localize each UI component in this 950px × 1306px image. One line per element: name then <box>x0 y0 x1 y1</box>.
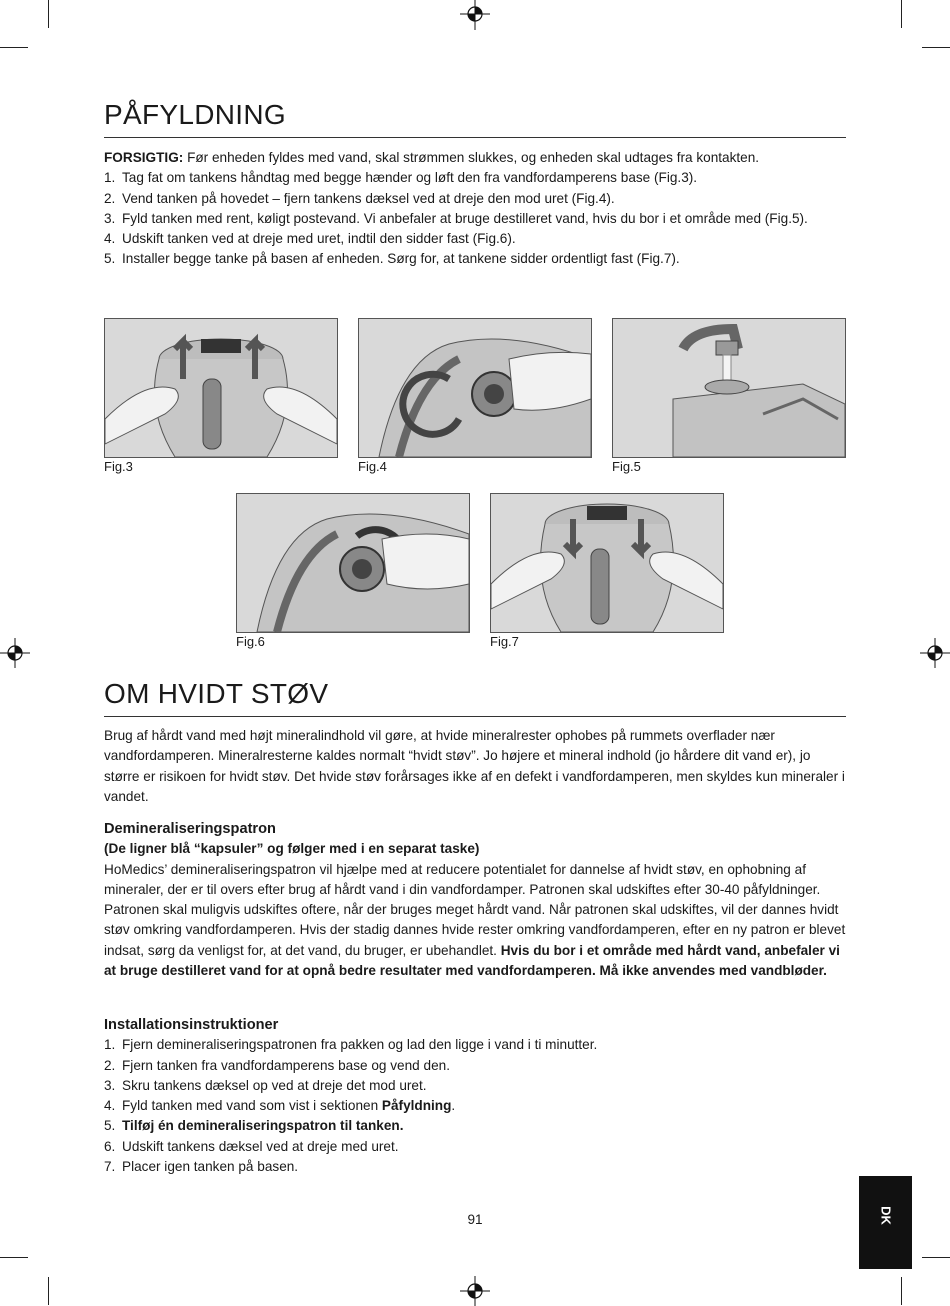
step-text: Tag fat om tankens håndtag med begge hænder og løft den fra vandfordamperens base (Fig.3). <box>122 170 698 186</box>
step-text: Placer igen tanken på basen. <box>122 1159 299 1175</box>
figure-3-lift-tank <box>104 318 338 458</box>
section-title-pafyldning: PÅFYLDNING <box>104 99 286 130</box>
step-text-bold: Påfyldning <box>381 1098 452 1114</box>
step-text-part: . <box>451 1098 456 1114</box>
figure-5-caption: Fig.5 <box>612 459 641 474</box>
install-heading: Installationsinstruktioner <box>104 1017 279 1033</box>
crop-mark <box>901 1277 902 1305</box>
list-item <box>104 249 849 269</box>
figure-7-install-tank <box>490 493 724 633</box>
step-number: 2. <box>104 1057 116 1073</box>
crop-mark <box>901 0 902 28</box>
figure-5-fill-tank <box>612 318 846 458</box>
filling-steps <box>104 168 849 269</box>
cartridge-section <box>104 819 849 981</box>
white-dust-intro: Brug af hårdt vand med højt mineralindhold vil gøre, at hvide mineralrester ophobes på rummets overflader nær vandfordamperen. Mineralresterne kaldes normalt “hvidt støv”. Jo højere et mineral indhold (jo hårdere dit vand er), jo større er risikoen for hvidt støv. Det hvide støv forårsages ikke af en defekt i vandfordamperen, men skyldes kun mineraler i vandet. <box>104 728 845 804</box>
registration-mark-icon <box>920 638 950 668</box>
crop-mark <box>922 1257 950 1258</box>
step-number: 1. <box>104 1037 116 1053</box>
step-text: Fyld tanken med rent, køligt postevand. Vi anbefaler at bruge destilleret vand, hvis du bor i et område med (Fig.5). <box>122 210 808 226</box>
figure-6-caption: Fig.6 <box>236 634 265 649</box>
step-text: Udskift tankens dæksel ved at dreje med uret. <box>122 1138 399 1154</box>
step-number: 4. <box>104 1098 116 1114</box>
crop-mark <box>922 47 950 48</box>
list-item <box>104 1096 849 1116</box>
step-number: 4. <box>104 231 116 247</box>
crop-mark <box>48 1277 49 1305</box>
list-item <box>104 1137 849 1157</box>
step-text: Skru tankens dæksel op ved at dreje det mod uret. <box>122 1077 427 1093</box>
language-tab-label: DK <box>878 1206 894 1225</box>
step-number: 5. <box>104 1118 116 1134</box>
figure-4-caption: Fig.4 <box>358 459 387 474</box>
install-section <box>104 1015 849 1177</box>
step-number: 3. <box>104 1077 116 1093</box>
language-tab <box>859 1176 912 1269</box>
step-number: 7. <box>104 1159 116 1175</box>
crop-mark <box>0 47 28 48</box>
figure-7-caption: Fig.7 <box>490 634 519 649</box>
step-text-part: Fyld tanken med vand som vist i sektionen <box>122 1098 382 1114</box>
step-number: 6. <box>104 1138 116 1154</box>
title-divider <box>104 716 846 717</box>
figure-3-caption: Fig.3 <box>104 459 133 474</box>
list-item <box>104 1157 849 1177</box>
cartridge-note: (De ligner blå “kapsuler” og følger med i en separat taske) <box>104 841 480 857</box>
registration-mark-icon <box>460 0 490 30</box>
page-number: 91 <box>467 1212 483 1227</box>
list-item <box>104 189 849 209</box>
filling-instructions <box>104 148 849 270</box>
list-item <box>104 1116 849 1136</box>
warning-text: Før enheden fyldes med vand, skal strømmen slukkes, og enheden skal udtages fra kontakten. <box>183 150 760 165</box>
title-divider <box>104 137 846 138</box>
cartridge-warning: Hvis du bor i et område med hårdt vand, anbefaler vi at bruge destilleret vand for at opnå bedre resultater med vandfordamperen. Må ikke anvendes med vandbløder. <box>104 942 840 979</box>
step-text: Udskift tanken ved at dreje med uret, indtil den sidder fast (Fig.6). <box>122 231 516 247</box>
cartridge-paragraph <box>104 860 849 982</box>
step-text <box>122 1116 849 1136</box>
crop-mark <box>48 0 49 28</box>
step-number: 3. <box>104 210 116 226</box>
step-text: Installer begge tanke på basen af enheden. Sørg for, at tankene sidder ordentligt fast (Fig.7). <box>122 251 680 267</box>
registration-mark-icon <box>460 1276 490 1306</box>
list-item <box>104 1056 849 1076</box>
registration-mark-icon <box>0 638 30 668</box>
figure-4-remove-cap <box>358 318 592 458</box>
step-text: Fjern demineraliseringspatronen fra pakken og lad den ligge i vand i ti minutter. <box>122 1037 598 1053</box>
list-item <box>104 1076 849 1096</box>
cartridge-heading: Demineraliseringspatron <box>104 821 276 837</box>
list-item <box>104 229 849 249</box>
figure-6-replace-cap <box>236 493 470 633</box>
list-item <box>104 209 849 229</box>
step-text-bold: Tilføj én demineraliseringspatron til tanken. <box>122 1118 404 1134</box>
step-number: 1. <box>104 170 116 186</box>
section-title-white-dust: OM HVIDT STØV <box>104 678 329 709</box>
step-text: Vend tanken på hovedet – fjern tankens dæksel ved at dreje den mod uret (Fig.4). <box>122 190 615 206</box>
warning-line <box>104 148 849 168</box>
crop-mark <box>0 1257 28 1258</box>
cartridge-text: HoMedics’ demineraliseringspatron vil hjælpe med at reducere potentialet for dannelse af hvidt støv, en ophobning af mineraler, der er til overs efter brug af hårdt vand i din vandfordamper. Patronen skal udskiftes efter 30-40 påfyldninger. Patronen skal muligvis udskiftes oftere, når der bruges meget hårdt vand. Når patronen skal udskiftes, vil der dannes hvidt støv omkring vandfordamperen. Hvis der stadig dannes hvide rester omkring vandfordamperen, efter en ny patron er blevet indsat, sørg da venligst for, at det vand, du bruger, er ubehandlet. <box>104 861 846 958</box>
list-item <box>104 168 849 188</box>
warning-label: FORSIGTIG: <box>104 150 184 165</box>
step-number: 2. <box>104 190 116 206</box>
step-text: Fjern tanken fra vandfordamperens base og vend den. <box>122 1057 450 1073</box>
step-text <box>122 1096 849 1116</box>
list-item <box>104 1035 849 1055</box>
step-number: 5. <box>104 251 116 267</box>
install-steps <box>104 1035 849 1177</box>
